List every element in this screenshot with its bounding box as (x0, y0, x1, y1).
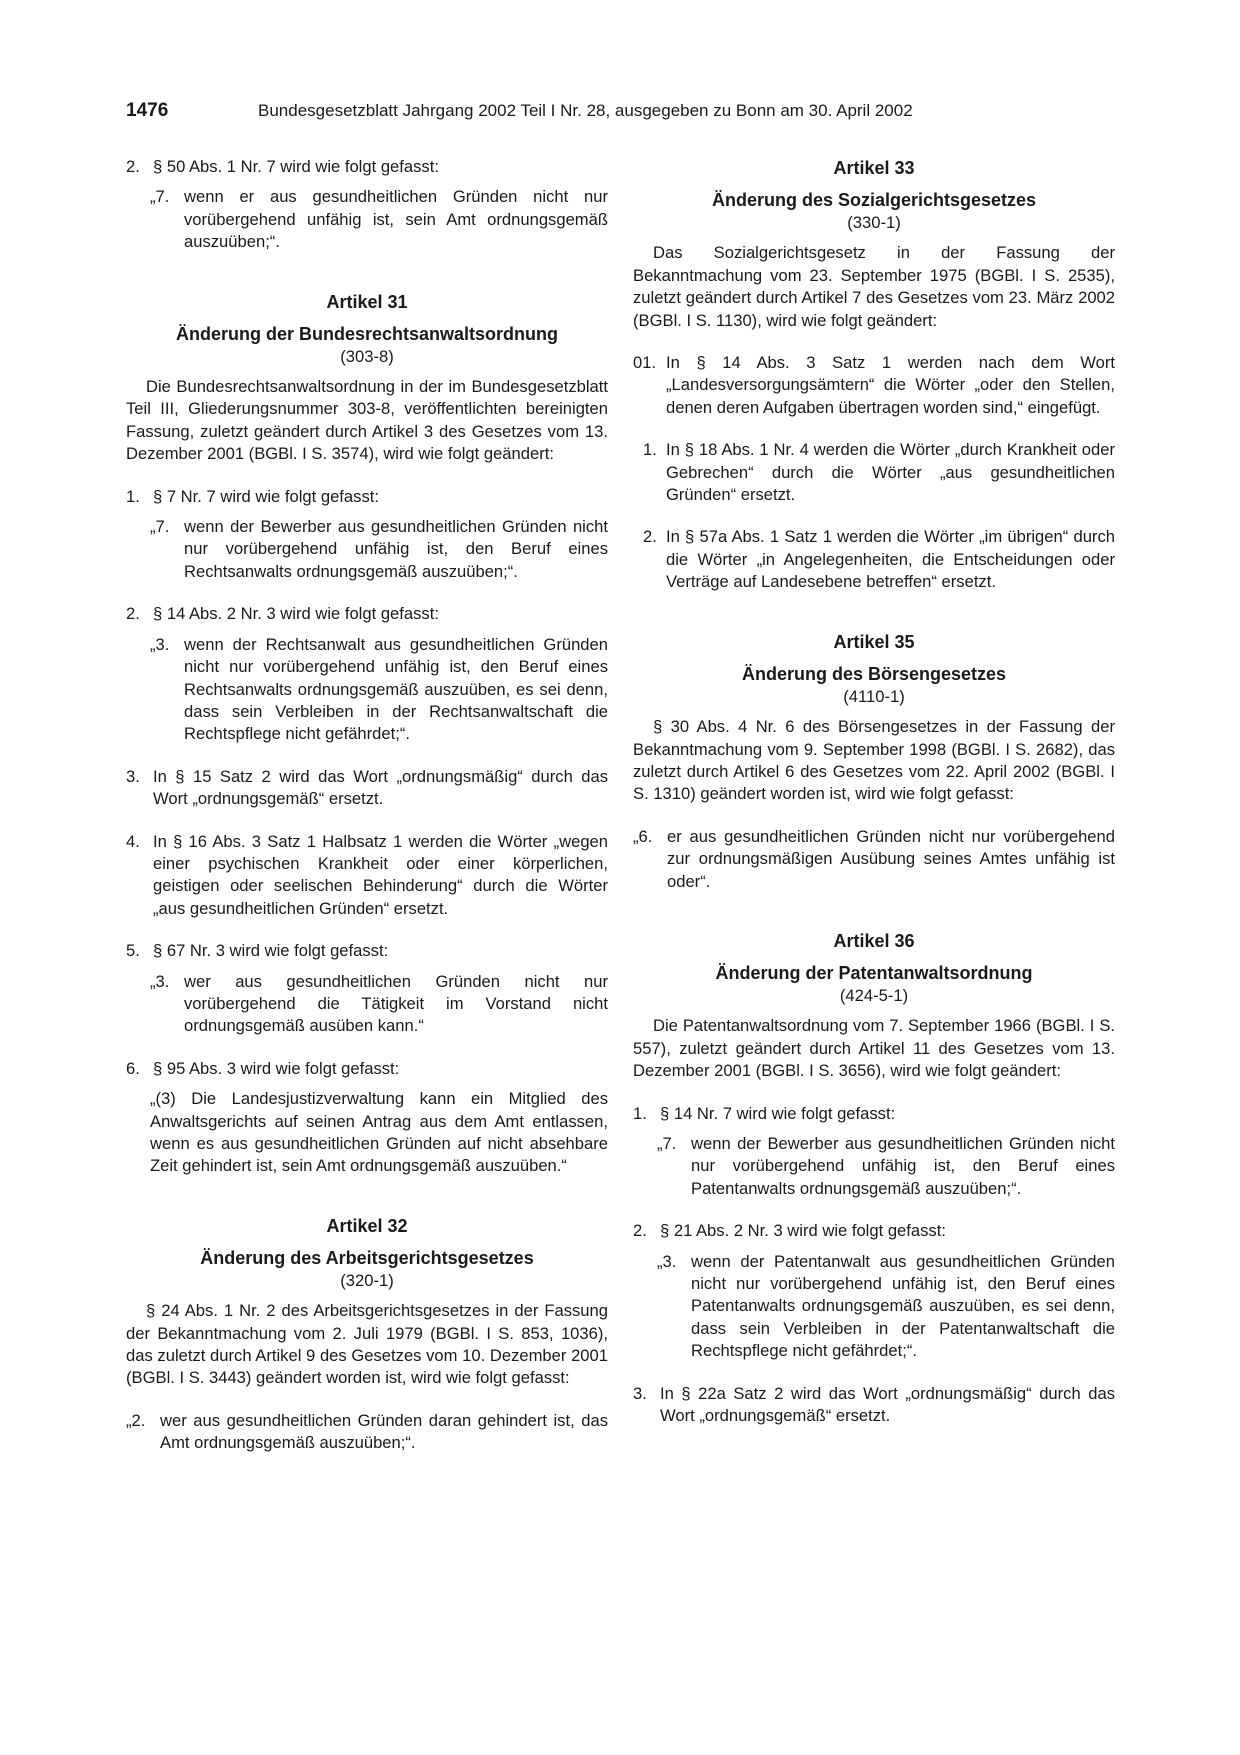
list-item (126, 156, 608, 178)
article-fna: (303-8) (340, 346, 394, 366)
article-fna: (424-5-1) (839, 985, 909, 1005)
page-header (126, 100, 1126, 124)
list-item (126, 766, 608, 811)
article-title: Artikel 35 (833, 631, 915, 652)
item-text: In § 57a Abs. 1 Satz 1 werden die Wörter „im übrigen“ durch die Wörter „in Angelegenheiten, die Entscheidungen oder Verträge auf Landesebene betreffen“ ersetzt. (666, 527, 1115, 592)
article-fna: (4110-1) (843, 686, 905, 706)
list-item (633, 1220, 1115, 1242)
page-number: 1476 (126, 100, 169, 121)
item-number: 2. (126, 604, 140, 624)
quote-text: er aus gesundheitlichen Gründen nicht nur vorübergehend zur ordnungsmäßigen Ausübung seines Amtes unfähig ist oder“. (667, 826, 1115, 891)
right-column (633, 156, 1115, 1427)
article-heading: Änderung des Arbeitsgerichtsgesetzes (200, 1247, 534, 1268)
item-text: § 14 Abs. 2 Nr. 3 wird wie folgt gefasst: (153, 604, 439, 624)
list-item (126, 486, 608, 508)
quote-text: wenn der Patentanwalt aus gesundheitlichen Gründen nicht nur vorübergehend unfähig ist, den Beruf eines Patentanwalts ordnungsgemäß auszuüben, es sei denn, dass sein Verbleiben in der Patentanwaltschaft die Rechtspflege nicht gefährdet;“. (691, 1251, 1115, 1361)
item-text: In § 14 Abs. 3 Satz 1 werden nach dem Wort „Landesversorgungsämtern“ die Wörter „oder den Stellen, denen deren Aufgaben übertragen worden sind,“ eingefügt. (666, 353, 1115, 417)
article-fna: (320-1) (340, 1270, 394, 1290)
item-number: 2. (643, 527, 657, 547)
item-number: 1. (633, 1103, 647, 1123)
quote-number: „7. (150, 517, 170, 537)
item-text: In § 22a Satz 2 wird das Wort „ordnungsmäßig“ durch das Wort „ordnungsgemäß“ ersetzt. (660, 1383, 1115, 1426)
quoted-provision (126, 634, 608, 746)
item-text: In § 16 Abs. 3 Satz 1 Halbsatz 1 werden die Wörter „wegen einer psychischen Krankheit oder einer körperlichen, geistigen oder seelischen Behinderung“ durch die Wörter „aus gesundheitlichen Gründen“ ersetzt. (153, 831, 608, 918)
quote-number: „2. (126, 1410, 146, 1430)
item-text: § 14 Nr. 7 wird wie folgt gefasst: (660, 1103, 896, 1123)
quoted-provision (633, 826, 1115, 893)
list-item (633, 1383, 1115, 1428)
item-number: 3. (633, 1383, 647, 1403)
quote-text: wer aus gesundheitlichen Gründen nicht nur vorübergehend die Tätigkeit im Vorstand nicht ordnungsgemäß ausüben kann.“ (184, 971, 608, 1036)
quote-number: „3. (150, 634, 170, 654)
article-heading: Änderung der Patentanwaltsordnung (715, 962, 1033, 983)
quote-number: „3. (150, 971, 170, 991)
quoted-provision (126, 971, 608, 1038)
item-number: 2. (126, 157, 140, 176)
item-text: § 50 Abs. 1 Nr. 7 wird wie folgt gefasst: (153, 157, 439, 176)
quote-number: „7. (150, 187, 170, 207)
article-title: Artikel 36 (833, 930, 915, 951)
list-item (633, 526, 1115, 593)
quoted-provision (633, 1251, 1115, 1363)
quoted-provision (126, 186, 608, 253)
article-title: Artikel 33 (833, 158, 915, 178)
article-heading: Änderung der Bundesrechtsanwaltsordnung (175, 323, 559, 344)
article-intro: § 30 Abs. 4 Nr. 6 des Börsengesetzes in der Fassung der Bekanntmachung vom 9. September 1998 (BGBl. I S. 2682), das zuletzt durch Artikel 6 des Gesetzes vom 22. April 2002 (BGBl. I S. 1310) geändert worden ist, wird wie folgt gefasst: (633, 717, 1115, 804)
quoted-provision (126, 1410, 608, 1455)
quote-text: wenn der Bewerber aus gesundheitlichen Gründen nicht nur vorübergehend unfähig ist, den Beruf eines Rechtsanwalts ordnungsgemäß auszuüben;“. (184, 517, 608, 581)
item-number: 5. (126, 941, 140, 961)
item-text: § 95 Abs. 3 wird wie folgt gefasst: (153, 1058, 400, 1078)
article-fna: (330-1) (847, 213, 901, 232)
item-text: § 67 Nr. 3 wird wie folgt gefasst: (153, 941, 389, 961)
item-text: § 7 Nr. 7 wird wie folgt gefasst: (153, 486, 379, 506)
quote-number: „7. (657, 1133, 677, 1153)
quoted-provision (126, 516, 608, 583)
item-number: 3. (126, 766, 140, 786)
item-number: 4. (126, 831, 140, 851)
quote-number: „3. (657, 1251, 677, 1271)
article-intro: Die Bundesrechtsanwaltsordnung in der im Bundesgesetzblatt Teil III, Gliederungsnummer 303-8, veröffentlichten bereinigten Fassung, zuletzt geändert durch Artikel 3 des Gesetzes vom 13. Dezember 2001 (BGBl. I S. 3574), wird wie folgt geändert: (126, 377, 608, 464)
article-intro: § 24 Abs. 1 Nr. 2 des Arbeitsgerichtsgesetzes in der Fassung der Bekanntmachung vom 2. Juli 1979 (BGBl. I S. 853, 1036), das zuletzt durch Artikel 9 des Gesetzes vom 10. Dezember 2001 (BGBl. I S. 3443) geändert worden ist, wird wie folgt gefasst: (126, 1301, 608, 1388)
article-intro: Das Sozialgerichtsgesetz in der Fassung der Bekanntmachung vom 23. September 1975 (BGBl. I S. 2535), zuletzt geändert durch Artikel 7 des Gesetzes vom 23. März 2002 (BGBl. I S. 1130), wird wie folgt geändert: (633, 243, 1115, 330)
item-number: 2. (633, 1221, 647, 1241)
article-intro: Die Patentanwaltsordnung vom 7. September 1966 (BGBl. I S. 557), zuletzt geändert durch Artikel 11 des Gesetzes vom 13. Dezember 2001 (BGBl. I S. 3656), wird wie folgt geändert: (633, 1016, 1115, 1081)
item-number: 6. (126, 1058, 140, 1078)
item-number: 1. (643, 440, 657, 460)
quote-text: wenn er aus gesundheitlichen Gründen nicht nur vorübergehend unfähig ist, sein Amt ordnungsgemäß auszuüben;“. (184, 187, 608, 252)
item-text: § 21 Abs. 2 Nr. 3 wird wie folgt gefasst: (660, 1221, 946, 1241)
quote-text: wer aus gesundheitlichen Gründen daran gehindert ist, das Amt ordnungsgemäß auszuüben;“. (160, 1410, 608, 1453)
item-number: 1. (126, 486, 140, 506)
article-title: Artikel 31 (326, 291, 408, 312)
list-item (126, 940, 608, 962)
item-number: 01. (633, 353, 657, 373)
list-item (126, 831, 608, 921)
left-column (126, 156, 608, 1455)
list-item (126, 603, 608, 625)
article-heading: Änderung des Börsengesetzes (741, 663, 1007, 684)
quote-text: wenn der Rechtsanwalt aus gesundheitlichen Gründen nicht nur vorübergehend unfähig ist, den Beruf eines Rechtsanwalts ordnungsgemäß auszuüben, es sei denn, dass sein Verbleiben in der Rechtsanwaltschaft die Rechtspflege nicht gefährdet;“. (184, 634, 608, 744)
quote-number: „6. (633, 826, 653, 846)
item-text: In § 15 Satz 2 wird das Wort „ordnungsmäßig“ durch das Wort „ordnungsgemäß“ ersetzt. (153, 766, 608, 809)
article-heading: Änderung des Sozialgerichtsgesetzes (711, 190, 1037, 210)
list-item (633, 1103, 1115, 1125)
article-title: Artikel 32 (326, 1215, 408, 1236)
quoted-paragraph: „(3) Die Landesjustizverwaltung kann ein Mitglied des Anwaltsgerichts auf seinen Antrag aus dem Amt entlassen, wenn es aus gesundheitlichen Gründen auf nicht absehbare Zeit gehindert ist, sein Amt ordnungsgemäß auszuüben.“ (150, 1089, 608, 1176)
running-title: Bundesgesetzblatt Jahrgang 2002 Teil I Nr. 28, ausgegeben zu Bonn am 30. April 2002 (258, 101, 913, 120)
quote-text: wenn der Bewerber aus gesundheitlichen Gründen nicht nur vorübergehend unfähig ist, den Beruf eines Patentanwalts ordnungsgemäß auszuüben;“. (691, 1133, 1115, 1198)
list-item (126, 1058, 608, 1080)
quoted-provision (633, 1133, 1115, 1200)
list-item (633, 439, 1115, 506)
list-item (633, 352, 1115, 419)
item-text: In § 18 Abs. 1 Nr. 4 werden die Wörter „durch Krankheit oder Gebrechen“ durch die Wörter „aus gesundheitlichen Gründen“ ersetzt. (666, 440, 1115, 505)
